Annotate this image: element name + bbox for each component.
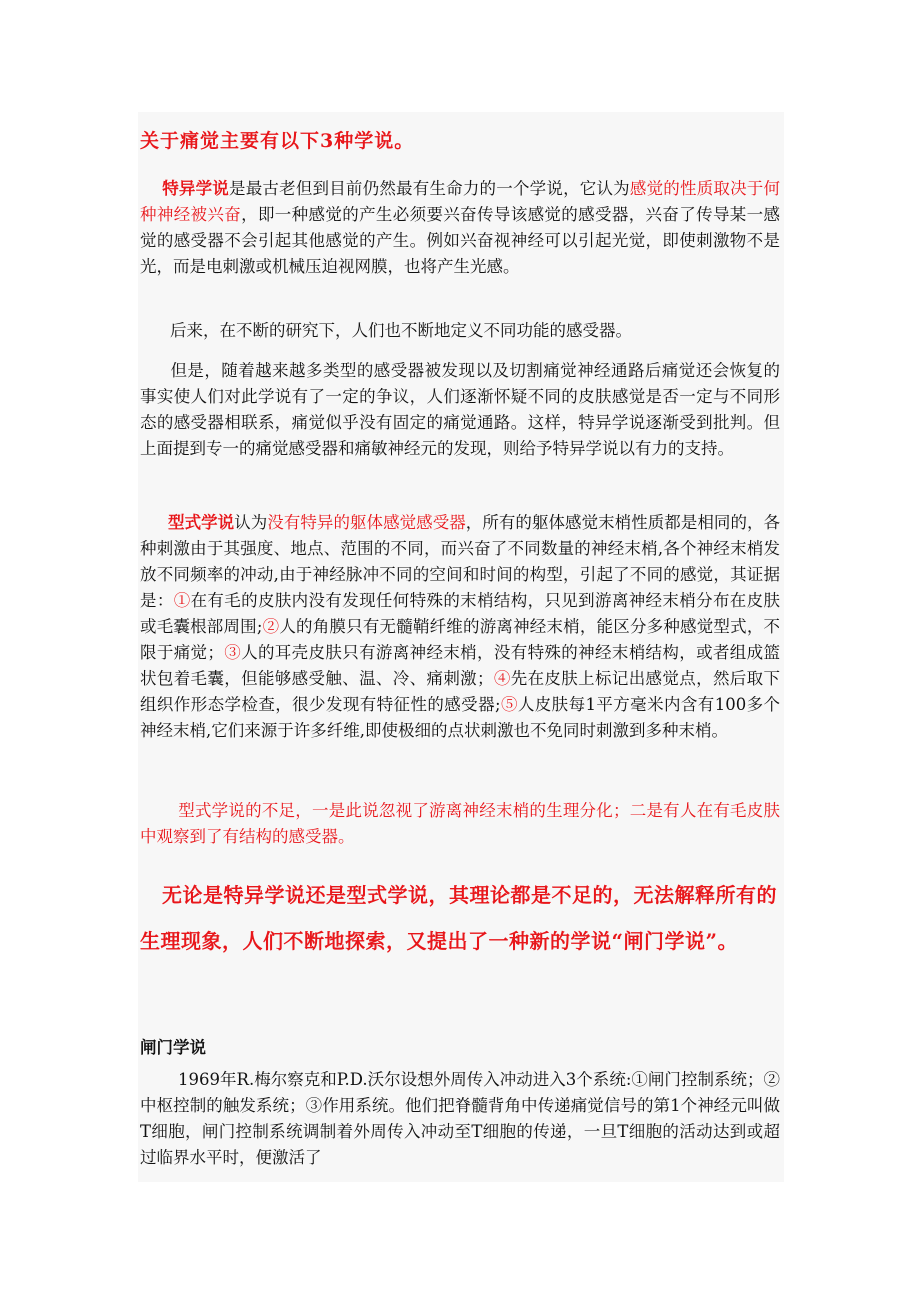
section-heading-gate-control: 闸门学说 [140,1038,206,1057]
paragraph-gate-control: 1969年R.梅尔察克和P.D.沃尔设想外周传入冲动进入3个系统:①闸门控制系统；②中枢控制的触发系统；③作用系统。他们把脊髓背角中传递痛觉信号的第1个神经元叫做T细胞，闸门控制系统调制着外周传入冲动至T细胞的传递，一旦T细胞的活动达到或超过临界水平时，便激活了 [140,1070,780,1167]
paragraph-however: 但是，随着越来越多类型的感受器被发现以及切割痛觉神经通路后痛觉还会恢复的事实使人们对此学说有了一定的争议，人们逐渐怀疑不同的皮肤感觉是否一定与不同形态的感受器相联系，痛觉似乎没有固定的痛觉通路。这样，特异学说逐渐受到批判。但上面提到专一的痛觉感受器和痛敏神经元的发现，则给予特异学说以有力的支持。 [140,361,780,458]
conclusion-statement: 无论是特异学说还是型式学说，其理论都是不足的，无法解释所有的生理现象，人们不断地探索，又提出了一种新的学说“闸门学说”。 [140,883,777,953]
highlight-pattern: 没有特异的躯体感觉感受器 [267,513,466,532]
term-specificity-theory: 特异学说 [162,179,230,198]
paragraph-pattern-shortcomings: 型式学说的不足，一是此说忽视了游离神经末梢的生理分化；二是有人在有毛皮肤中观察到了有结构的感受器。 [140,801,780,846]
paragraph-specificity-theory: 特异学说是最古老但到目前仍然最有生命力的一个学说，它认为感觉的性质取决于何种神经被兴奋，即一种感觉的产生必须要兴奋传导该感觉的感受器，兴奋了传导某一感觉的感受器不会引起其他感觉的产生。例如兴奋视神经可以引起光觉，即使刺激物不是光，而是电刺激或机械压迫视网膜，也将产生光感。 [140,179,781,276]
document-title: 关于痛觉主要有以下3种学说。 [140,130,415,152]
document-page [138,112,784,1182]
paragraph-pattern-theory: 型式学说认为没有特异的躯体感觉感受器，所有的躯体感觉末梢性质都是相同的，各种刺激由于其强度、地点、范围的不同，而兴奋了不同数量的神经末梢,各个神经末梢发放不同频率的冲动,由于神经脉冲不同的空间和时间的构型，引起了不同的感觉，其证据是：①在有毛的皮肤内没有发现任何特殊的末梢结构，只见到游离神经末梢分布在皮肤或毛囊根部周围;②人的角膜只有无髓鞘纤维的游离神经末梢，能区分多种感觉型式，不限于痛觉；③人的耳壳皮肤只有游离神经末梢，没有特殊的神经末梢结构，或者组成篮状包着毛囊，但能够感受触、温、冷、痛刺激；④先在皮肤上标记出感觉点，然后取下组织作形态学检查，很少发现有特征性的感受器;⑤人皮肤每1平方毫米内含有100多个神经末梢,它们来源于许多纤维,即使极细的点状刺激也不免同时刺激到多种末梢。 [140,513,781,740]
paragraph-later: 后来，在不断的研究下，人们也不断地定义不同功能的感受器。 [170,321,632,340]
term-pattern-theory: 型式学说 [168,513,235,532]
highlight-specificity: 感觉的性质取决于何种神经被兴奋 [140,179,781,224]
